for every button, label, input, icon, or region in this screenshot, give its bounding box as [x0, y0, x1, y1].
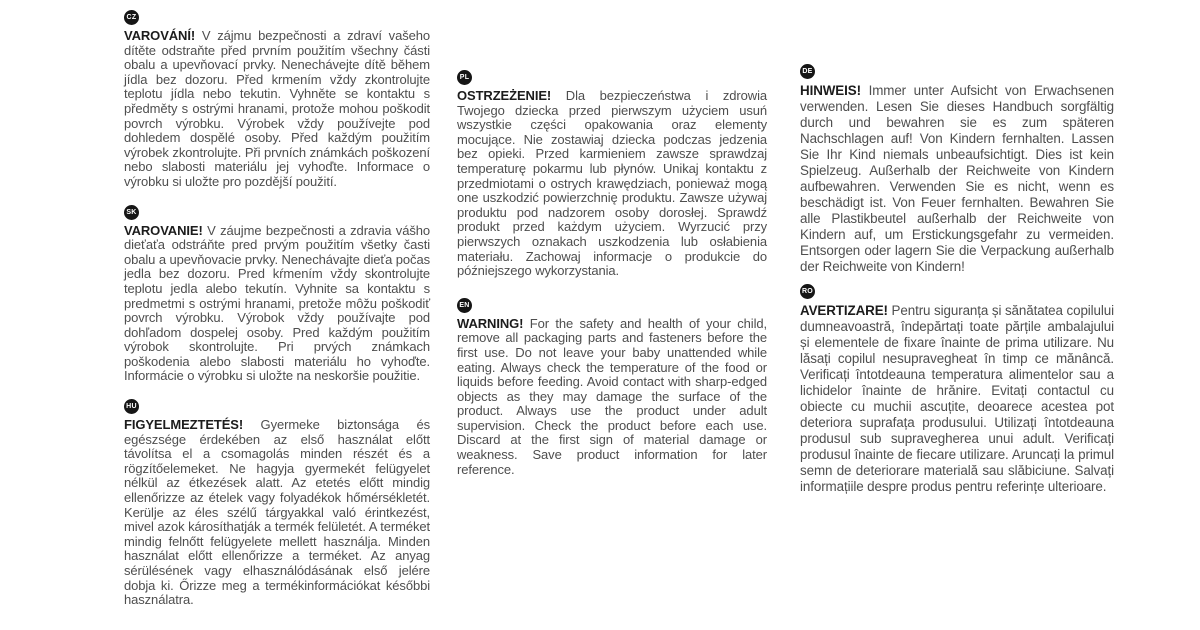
de-warning-body: Immer unter Aufsicht von Erwachsenen verwenden. Lesen Sie dieses Handbuch sorgfältig durch und bewahren sie es zum späteren Nachschlagen auf! Von Kindern fernhalten. Lassen Sie Ihr Kind niemals unbeaufsichtigt. Dies ist kein Spielzeug. Außerhalb der Reichweite von Kindern aufbewahren. Verwenden Sie es nicht, wenn es beschädigt ist. Von Feuer fernhalten. Bewahren Sie alle Plastikbeutel außerhalb der Reichweite von Kindern auf, um Erstickungsgefahr zu vermeiden. Entsorgen oder lagern Sie die Verpackung außerhalb der Reichweite von Kindern!	[800, 83, 1114, 274]
en-warning-heading: WARNING!	[457, 315, 524, 331]
section-hu	[124, 399, 430, 608]
ro-warning-heading: AVERTIZARE!	[800, 303, 888, 318]
de-warning-paragraph	[800, 83, 1114, 275]
warning-column-middle	[457, 70, 767, 477]
section-sk	[124, 205, 430, 385]
ro-warning-paragraph	[800, 303, 1114, 495]
section-de	[800, 64, 1114, 275]
section-cz	[124, 10, 430, 190]
hu-warning-paragraph	[124, 418, 430, 608]
hu-language-badge: HU	[124, 399, 139, 414]
sk-warning-heading: VAROVANIE!	[124, 222, 203, 238]
warning-column-left	[124, 10, 430, 608]
sk-language-badge: SK	[124, 205, 139, 220]
en-language-badge: EN	[457, 298, 472, 313]
section-pl	[457, 70, 767, 279]
hu-warning-heading: FIGYELMEZTETÉS!	[124, 417, 244, 433]
ro-language-badge: RO	[800, 284, 815, 299]
en-warning-body: For the safety and health of your child, remove all packaging parts and fasteners before the first use. Do not leave your baby unattended while eating. Always check the temperature of the food or liquids before feeding. Avoid contact with sharp-edged objects as they may damage the surface of the product. Always use the product under adult supervision. Check the product before each use. Discard at the first sign of material damage or weakness. Save product information for later reference.	[457, 315, 767, 477]
ro-warning-body: Pentru siguranța și sănătatea copilului dumneavoastră, îndepărtați toate părțile ambalajului și elementele de fixare înainte de prima utilizare. Nu lăsați copilul nesupravegheat în timp ce mănâncă. Verificați întotdeauna temperatura alimentelor sau a lichidelor înainte de hrănire. Evitați contactul cu obiecte cu muchii ascuțite, deoarece acestea pot deteriora suprafața produsului. Utilizați întotdeauna produsul sub supravegherea unui adult. Verificați produsul înainte de fiecare utilizare. Aruncați la primul semn de deteriorare materială sau slăbiciune. Salvați informațiile despre produs pentru referințe ulterioare.	[800, 303, 1114, 494]
cz-language-badge: CZ	[124, 10, 139, 25]
pl-warning-body: Dla bezpieczeństwa i zdrowia Twojego dziecka przed pierwszym użyciem usuń wszystkie części opakowania oraz elementy mocujące. Nie zostawiaj dziecka podczas jedzenia bez opieki. Przed karmieniem zawsze sprawdzaj temperaturę pokarmu lub płynów. Unikaj kontaktu z przedmiotami o ostrych krawędziach, ponieważ mogą one uszkodzić powierzchnię produktu. Zawsze używaj produktu pod nadzorem osoby dorosłej. Sprawdź produkt przed każdym użyciem. Wyrzucić przy pierwszych oznakach uszkodzenia lub osłabienia materiału. Zachowaj informacje o produkcie do późniejszego wykorzystania.	[457, 88, 767, 279]
pl-warning-paragraph	[457, 89, 767, 279]
section-en	[457, 298, 767, 478]
en-warning-paragraph	[457, 317, 767, 478]
pl-language-badge: PL	[457, 70, 472, 85]
cz-warning-heading: VAROVÁNÍ!	[124, 28, 196, 43]
sk-warning-paragraph	[124, 224, 430, 385]
section-ro	[800, 284, 1114, 495]
hu-warning-body: Gyermeke biztonsága és egészsége érdekében az első használat előtt távolítsa el a csomagolás minden részét és a rögzítőelemeket. Ne hagyja gyermekét felügyelet nélkül az étkezések alatt. Az etetés előtt mindig ellenőrizze az ételek vagy folyadékok hőmérsékletét. Kerülje az éles szélű tárgyakkal való érintkezést, mivel azok károsíthatják a termék felületét. A terméket mindig felnőtt felügyelete mellett használja. Minden használat előtt ellenőrizze a terméket. Az anyag sérülésének vagy elhasználódásának első jelére dobja ki. Őrizze meg a termékinformációkat későbbi használatra.	[124, 417, 430, 608]
cz-warning-body: V zájmu bezpečnosti a zdraví vašeho dítěte odstraňte před prvním použitím všechny části obalu a upevňovací prvky. Nenechávejte dítě během jídla bez dozoru. Před krmením vždy zkontrolujte teplotu jídla nebo tekutin. Vyhněte se kontaktu s předměty s ostrými hranami, protože mohou poškodit povrch výrobku. Výrobek vždy používejte pod dohledem dospělé osoby. Před každým použitím výrobek zkontrolujte. Při prvních známkách poškození nebo slabosti materiálu jej vyhoďte. Informace o výrobku si uložte pro pozdější použití.	[124, 28, 430, 189]
de-language-badge: DE	[800, 64, 815, 79]
warning-column-right	[800, 64, 1114, 495]
sk-warning-body: V záujme bezpečnosti a zdravia vášho dieťaťa odstráňte pred prvým použitím všetky časti obalu a upevňovacie prvky. Nenechávajte dieťa počas jedla bez dozoru. Pred kŕmením vždy skontrolujte teplotu jedla alebo tekutín. Vyhnite sa kontaktu s predmetmi s ostrými hranami, pretože môžu poškodiť povrch výrobku. Výrobok vždy používajte pod dohľadom dospelej osoby. Pred každým použitím výrobok skontrolujte. Pri prvých známkach poškodenia alebo slabosti materiálu ho vyhoďte. Informácie o výrobku si uložte na neskoršie použitie.	[124, 222, 430, 384]
pl-warning-heading: OSTRZEŻENIE!	[457, 88, 552, 103]
cz-warning-paragraph	[124, 29, 430, 190]
de-warning-heading: HINWEIS!	[800, 83, 861, 98]
